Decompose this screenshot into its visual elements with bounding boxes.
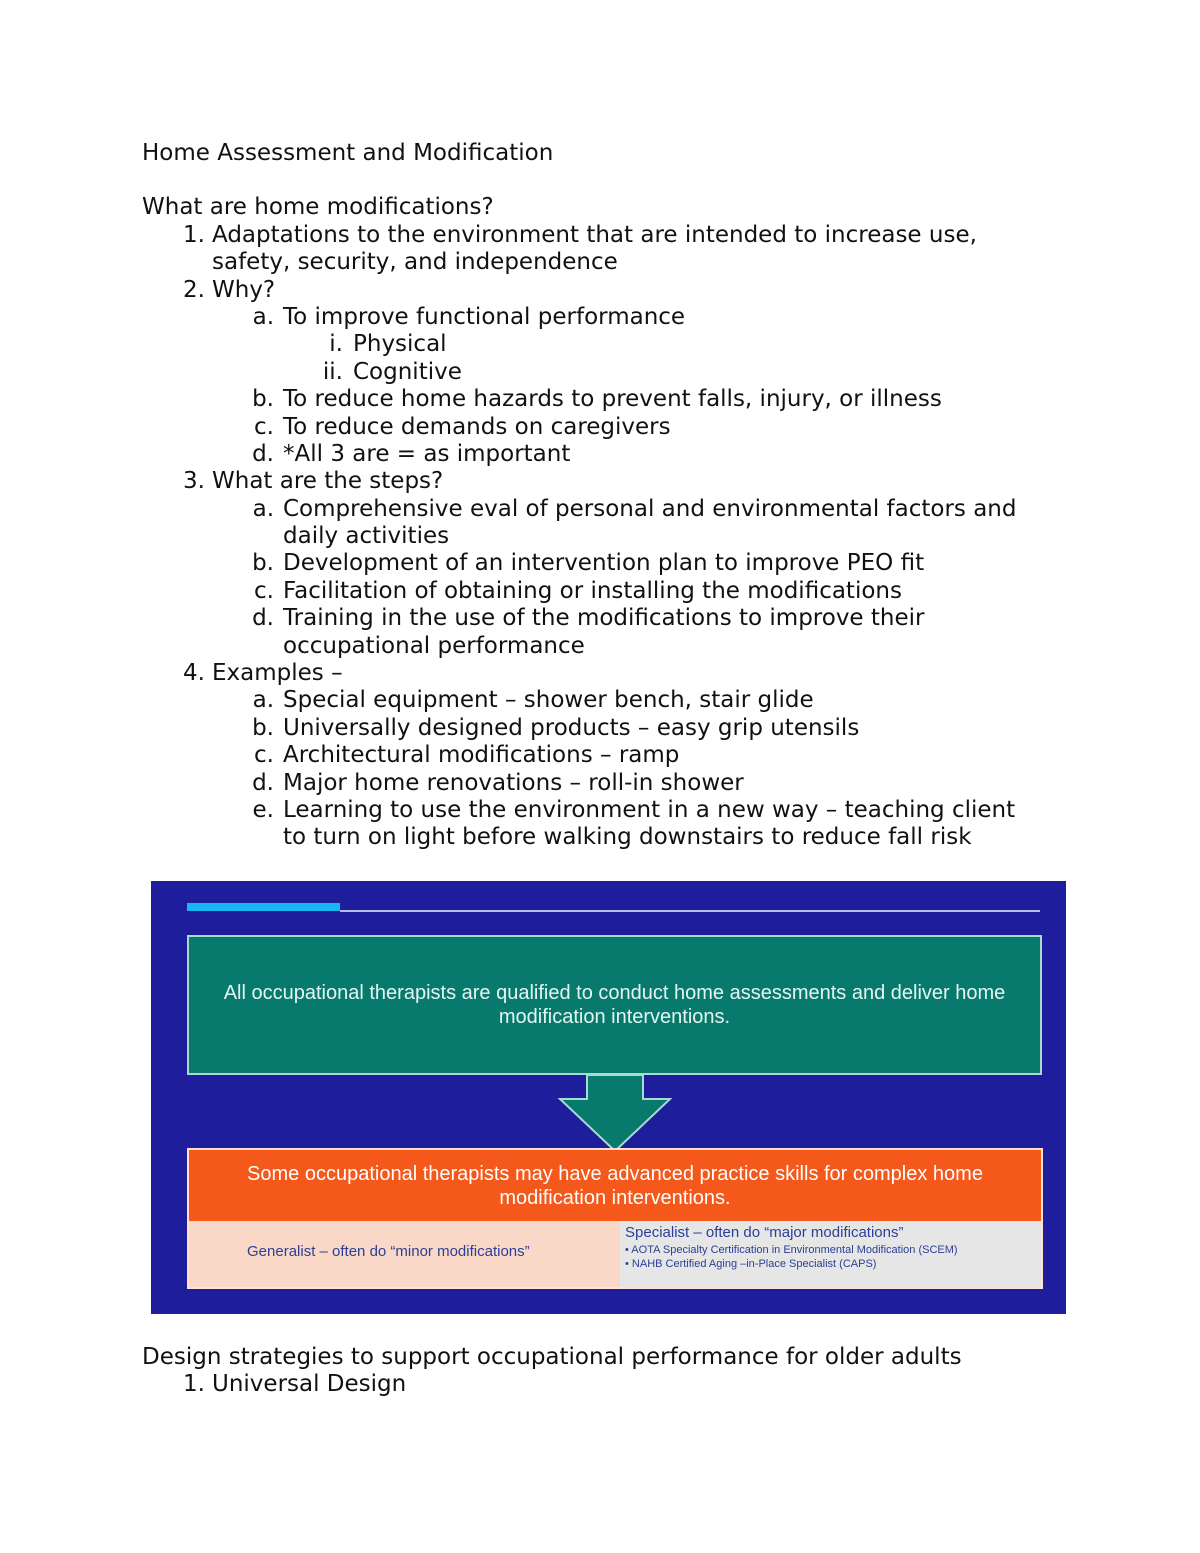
- generalist-label: Generalist – often do “minor modifications”: [247, 1243, 530, 1260]
- document-body-continued: [142, 1344, 1062, 1399]
- list-item: a. Comprehensive eval of personal and environmental factors and: [252, 495, 1017, 522]
- slide-bottom-box: Some occupational therapists may have advanced practice skills for complex home modification interventions.: [187, 1148, 1043, 1221]
- document-title: Home Assessment and Modification: [142, 140, 554, 166]
- list-item: i. Physical: [329, 331, 447, 358]
- document-body: [142, 140, 1062, 852]
- slide-accent-line: [340, 910, 1040, 912]
- slide-accent-bar: [187, 903, 340, 911]
- slide-top-box: All occupational therapists are qualified to conduct home assessments and deliver home modification interventions.: [187, 935, 1042, 1075]
- list-item: c. To reduce demands on caregivers: [254, 413, 671, 440]
- list-item: b. To reduce home hazards to prevent falls, injury, or illness: [252, 386, 942, 413]
- specialist-item: • AOTA Specialty Certification in Environmental Modification (SCEM): [625, 1244, 958, 1256]
- list-item: 1. Adaptations to the environment that are intended to increase use,: [183, 221, 977, 248]
- list-item: e. Learning to use the environment in a new way – teaching client: [252, 796, 1016, 823]
- list-item: d. Major home renovations – roll-in shower: [252, 769, 744, 796]
- specialist-label: Specialist – often do “major modifications”: [625, 1224, 904, 1241]
- section-heading: Design strategies to support occupational performance for older adults: [142, 1344, 962, 1370]
- list-item: c. Architectural modifications – ramp: [254, 742, 680, 769]
- list-item-continued: safety, security, and independence: [212, 249, 618, 276]
- list-item: 2. Why?: [183, 276, 276, 303]
- list-item: b. Universally designed products – easy grip utensils: [252, 714, 860, 741]
- list-item: a. Special equipment – shower bench, stair glide: [252, 687, 814, 714]
- section-heading: What are home modifications?: [142, 194, 494, 221]
- list-item: c. Facilitation of obtaining or installing the modifications: [254, 577, 902, 604]
- list-item: 4. Examples –: [183, 660, 343, 687]
- generalist-panel: [187, 1221, 620, 1289]
- list-item: d. *All 3 are = as important: [252, 440, 571, 467]
- down-arrow-icon: [555, 1075, 675, 1153]
- list-item: d. Training in the use of the modifications to improve their: [252, 605, 925, 632]
- list-item: 3. What are the steps?: [183, 468, 444, 495]
- list-item: b. Development of an intervention plan to improve PEO fit: [252, 550, 925, 577]
- embedded-slide-image: [151, 881, 1066, 1314]
- list-item: a. To improve functional performance: [252, 303, 686, 330]
- specialist-panel: [620, 1221, 1043, 1289]
- list-item: 1. Universal Design: [183, 1371, 407, 1398]
- list-item-continued: occupational performance: [283, 632, 585, 659]
- list-item: ii. Cognitive: [322, 358, 462, 385]
- list-item-continued: to turn on light before walking downstairs to reduce fall risk: [283, 824, 972, 851]
- specialist-item: • NAHB Certified Aging –in-Place Specialist (CAPS): [625, 1258, 877, 1270]
- list-item-continued: daily activities: [283, 523, 450, 550]
